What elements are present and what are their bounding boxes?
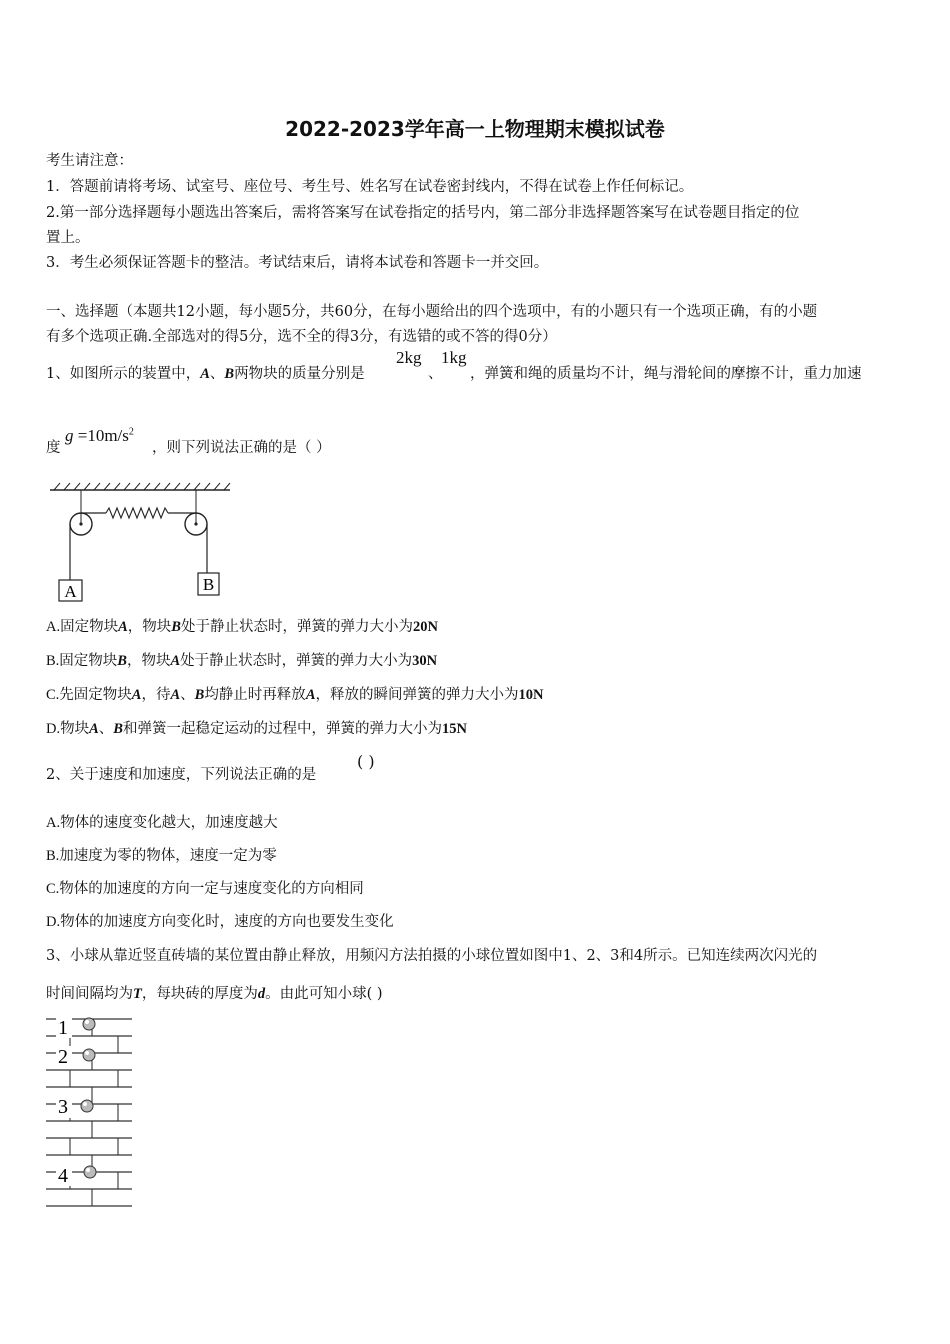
ceiling	[50, 483, 230, 490]
q1-option-c-text5: ，释放的瞬间弹簧的弹力大小为	[315, 687, 519, 703]
section-heading-line1: 一、选择题（本题共12小题，每小题5分，共60分，在每小题给出的四个选项中，有的小题只有一个选项正确，有的小题	[46, 304, 818, 320]
ball-label-2: 2	[58, 1046, 68, 1068]
q1-mid: 两物块的质量分别是	[234, 366, 365, 382]
q1-option-a-var1: A	[118, 619, 128, 635]
ball-3	[81, 1100, 93, 1112]
q1-option-b	[46, 651, 437, 671]
q2-option-a: A.物体的速度变化越大，加速度越大	[46, 815, 278, 831]
notice-item-3: 3．考生必须保证答题卡的整洁。考试结束后，请将本试卷和答题卡一并交回。	[46, 255, 549, 271]
notice-item-2-cont: 置上。	[46, 230, 90, 246]
block-b-label: B	[202, 575, 215, 594]
q1-option-c-var2: A	[170, 687, 181, 703]
q1-option-c-var3: B	[194, 687, 205, 703]
q1-option-a-text2: ，物块	[127, 619, 172, 635]
q1-mass-1: 2kg	[396, 348, 422, 367]
ball-label-4: 4	[58, 1165, 68, 1187]
q1-option-c-var4: A	[305, 687, 316, 703]
ball-4	[84, 1166, 96, 1178]
q2-option-b: B.加速度为零的物体，速度一定为零	[46, 848, 277, 864]
q1-option-d	[46, 719, 467, 739]
q1-option-b-text1: B.固定物块	[46, 653, 118, 669]
ball-3-highlight	[83, 1102, 87, 1106]
q1-g-exponent: 2	[128, 426, 134, 438]
q2-stem: 2、关于速度和加速度，下列说法正确的是	[46, 767, 317, 783]
page-title: 2022-2023学年高一上物理期末模拟试卷	[285, 117, 665, 141]
q1-option-b-var1: B	[117, 653, 127, 669]
notice-heading: 考生请注意：	[46, 153, 133, 169]
left-pulley-axle	[79, 522, 82, 525]
q1-var-b: B	[224, 366, 235, 382]
q1-option-c-text4: 均静止时再释放	[204, 687, 306, 703]
q3-text-a: 时间间隔均为	[46, 986, 133, 1002]
ball-1-highlight	[85, 1020, 89, 1024]
ball-1	[83, 1018, 95, 1030]
q1-option-d-var1: A	[89, 721, 99, 737]
ball-4-highlight	[86, 1168, 90, 1172]
q1-option-c-var1: A	[131, 687, 142, 703]
q1-option-b-value: 30N	[412, 653, 438, 669]
q1-option-d-var2: B	[113, 721, 123, 737]
q3-var-d: d	[257, 986, 266, 1002]
q1-option-b-text3: 处于静止状态时，弹簧的弹力大小为	[180, 653, 413, 669]
q1-option-a-text3: 处于静止状态时，弹簧的弹力大小为	[180, 619, 413, 635]
q1-stem-line2-prefix: 度	[46, 440, 61, 456]
spring	[106, 508, 168, 518]
q1-stem-line1-suffix: ，弹簧和绳的质量均不计，绳与滑轮间的摩擦不计，重力加速	[470, 366, 862, 382]
q2-answer-paren: ( )	[357, 752, 375, 771]
right-pulley-axle	[194, 522, 197, 525]
q2-option-d: D.物体的加速度方向变化时，速度的方向也要发生变化	[46, 914, 394, 930]
ball-label-3: 3	[58, 1096, 68, 1118]
ball-2	[83, 1049, 95, 1061]
q1-option-c	[46, 685, 543, 705]
q3-var-t: T	[133, 986, 142, 1002]
ball-positions	[56, 1016, 96, 1187]
ball-2-highlight	[85, 1051, 89, 1055]
q1-option-b-text2: ，物块	[126, 653, 171, 669]
brick-joints	[70, 1019, 118, 1206]
q3-text-b: ，每块砖的厚度为	[141, 986, 258, 1002]
q1-stem-line2-suffix: ，则下列说法正确的是（ ）	[152, 440, 331, 456]
q1-stem-line1	[46, 364, 365, 384]
q1-option-c-value: 10N	[518, 687, 544, 703]
q1-option-a-var2: B	[171, 619, 181, 635]
q3-brick-wall-figure	[44, 1014, 136, 1210]
q1-option-d-text2: 、	[98, 721, 114, 737]
q3-stem-line2	[46, 984, 383, 1004]
q1-gravity	[65, 426, 134, 446]
q1-option-b-var2: A	[170, 653, 181, 669]
q1-pulley-figure	[46, 480, 236, 605]
notice-item-2: 2.第一部分选择题每小题选出答案后，需将答案写在试卷指定的括号内，第二部分非选择题答案写在试卷题目指定的位	[46, 205, 800, 221]
q1-option-c-text2: ，待	[141, 687, 171, 703]
q1-option-d-text3: 和弹簧一起稳定运动的过程中，弹簧的弹力大小为	[122, 721, 442, 737]
q1-sep1: 、	[209, 366, 225, 382]
q2-option-c: C.物体的加速度的方向一定与速度变化的方向相同	[46, 881, 364, 897]
q1-option-a-value: 20N	[412, 619, 438, 635]
notice-item-1: 1．答题前请将考场、试室号、座位号、考生号、姓名写在试卷密封线内，不得在试卷上作任何标记。	[46, 179, 694, 195]
section-heading-line2: 有多个选项正确.全部选对的得5分，选不全的得3分，有选错的或不答的得0分）	[46, 329, 557, 345]
q1-g-value: =10m/s	[77, 426, 129, 445]
q1-option-c-text1: C.先固定物块	[46, 687, 132, 703]
q1-option-c-text3: 、	[180, 687, 195, 703]
q1-mass-2: 1kg	[441, 348, 467, 367]
q1-prefix: 1、如图所示的装置中，	[46, 366, 201, 382]
q1-var-a: A	[200, 366, 210, 382]
q1-option-d-value: 15N	[441, 721, 467, 737]
ball-label-1: 1	[58, 1017, 68, 1039]
q1-option-d-text1: D.物块	[46, 721, 90, 737]
block-a-label: A	[64, 582, 77, 601]
q3-stem-line1: 3、小球从靠近竖直砖墙的某位置由静止释放，用频闪方法拍摄的小球位置如图中1、2、3和4所示。已知连续两次闪光的	[46, 948, 818, 964]
q1-g-symbol: g	[65, 426, 74, 445]
q3-text-c: 。由此可知小球( )	[265, 986, 383, 1002]
q1-mass-sep: 、	[428, 366, 443, 382]
q1-option-a-text1: A.固定物块	[46, 619, 119, 635]
q1-option-a	[46, 617, 438, 637]
